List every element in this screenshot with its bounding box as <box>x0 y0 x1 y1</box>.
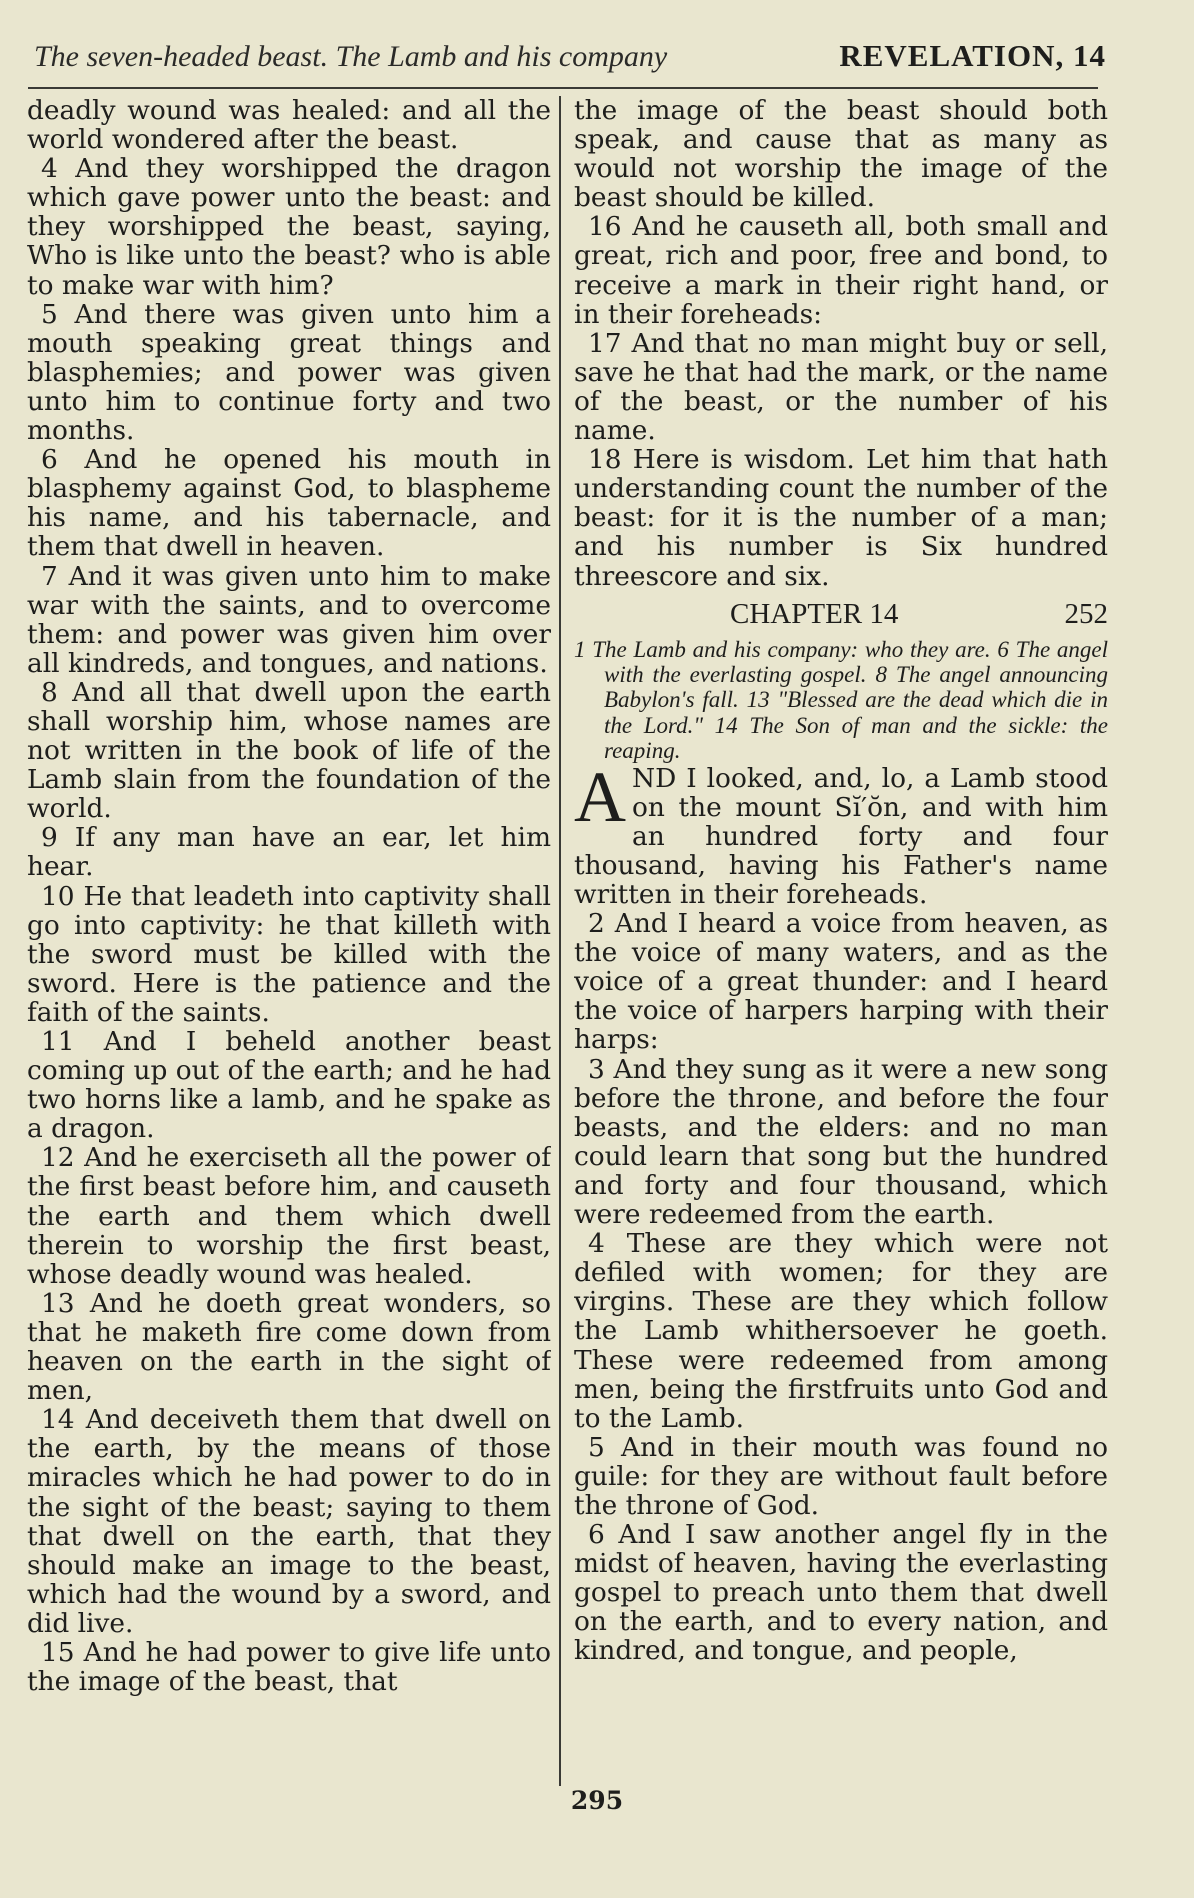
verse-text: 14 And deceiveth them that dwell on the earth, by the means of those miracles which he had power to do in the sight of the beast; saying to them that dwell on the earth, that they should make an image to the beast, which had the wound by a sword, and did live. <box>27 1404 551 1639</box>
running-header <box>34 40 1106 82</box>
chapter-title: CHAPTER 14 <box>730 597 899 630</box>
verse-text: 12 And he exerciseth all the power of the first beast before him, and causeth the earth and them which dwell therein to worship the first beast, whose deadly wound was healed. <box>27 1142 551 1290</box>
left-column <box>27 96 551 1796</box>
first-verse <box>574 756 1108 910</box>
verse-text: 17 And that no man might buy or sell, save he that had the mark, or the name of the beast, or the number of his name. <box>574 327 1108 447</box>
verse-text: 6 And he opened his mouth in blasphemy against God, to blaspheme his name, and his tabernacle, and them that dwell in heaven. <box>27 444 551 563</box>
verse-text: 8 And all that dwell upon the earth shall worship him, whose names are not written in the book of life of the Lamb slain from the foundation of the world. <box>27 676 551 825</box>
header-rule <box>28 87 1098 89</box>
verse-text: 2 And I heard a voice from heaven, as the voice of many waters, and as the voice of a great thunder: and I heard the voice of harpers harping with their harps: <box>574 908 1108 1056</box>
verse-text: 18 Here is wisdom. Let him that hath understanding count the number of the beast: for it is the number of a man; and his number is Six hundred threescore and six. <box>574 444 1108 592</box>
verse-text: 3 And they sung as it were a new song before the throne, and before the four beasts, and the elders: and no man could learn that song but the hundred and forty and four thousand, which were redeemed from the earth. <box>574 1053 1108 1231</box>
verse-text: 4 These are they which were not defiled with women; for they are virgins. These are they which follow the Lamb whithersoever he goeth. These were redeemed from among men, being the firstfruits unto God and to the Lamb. <box>574 1228 1108 1434</box>
first-verse-text: I looked, and, lo, a Lamb stood on the mount Sĭ′ŏn, and with him an hundred forty and four thousand, having his Father's name written in their foreheads. <box>574 762 1108 910</box>
verse-text: 6 And I saw another angel fly in the midst of heaven, having the everlasting gospel to preach unto them that dwell on the earth, and to every nation, and kindred, and tongue, and people, <box>574 1519 1108 1667</box>
header-book-chapter: REVELATION, 14 <box>839 38 1106 73</box>
verse-text: 7 And it was given unto him to make war with the saints, and to overcome them: and power was given him over all kindreds, and tongues, and nations. <box>27 560 551 679</box>
verse-text: 13 And he doeth great wonders, so that he maketh fire come down from heaven on the earth in the sight of men, <box>27 1287 551 1407</box>
verse-text: the image of the beast should both speak, and cause that as many as would not worship the image of the beast should be killed. <box>574 96 1108 214</box>
verse-text: 4 And they worshipped the dragon which gave power unto the beast: and they worshipped the beast, saying, Who is like unto the beast? who is able to make war with him? <box>27 153 551 301</box>
verse-text: 5 And in their mouth was found no guile: for they are without fault before the throne of God. <box>574 1431 1108 1521</box>
verse-text: 11 And I beheld another beast coming up out of the earth; and he had two horns like a lamb, and he spake as a dragon. <box>27 1026 551 1145</box>
verse-text: deadly wound was healed: and all the world wondered after the beast. <box>27 96 551 156</box>
column-divider <box>559 96 561 1786</box>
verse-text: 10 He that leadeth into captivity shall go into captivity: he that killeth with the sword must be killed with the sword. Here is the patience and the faith of the saints. <box>27 880 551 1028</box>
chapter-number: 252 <box>1064 597 1108 630</box>
verse-text: 16 And he causeth all, both small and great, rich and poor, free and bond, to receive a mark in their right hand, or in their foreheads: <box>574 211 1108 330</box>
first-word-rest: ND <box>632 762 677 794</box>
right-column <box>574 96 1108 1796</box>
chapter-heading <box>574 597 1108 631</box>
page-number: 295 <box>570 1786 624 1815</box>
drop-cap: A <box>574 756 626 837</box>
verse-text: 15 And he had power to give life unto the image of the beast, that <box>27 1636 551 1698</box>
header-topic: The seven-headed beast. The Lamb and his company <box>34 40 668 73</box>
verse-text: 5 And there was given unto him a mouth speaking great things and blasphemies; and power was given unto him to continue forty and two months. <box>27 298 551 447</box>
chapter-summary: 1 The Lamb and his company: who they are. 6 The angel with the everlasting gospel. 8 The angel announcing Babylon's fall. 13 "Blessed are the dead which die in the Lord." 14 The Son of man and the sickle: the reaping. <box>574 636 1108 764</box>
verse-text: 9 If any man have an ear, let him hear. <box>27 822 551 883</box>
